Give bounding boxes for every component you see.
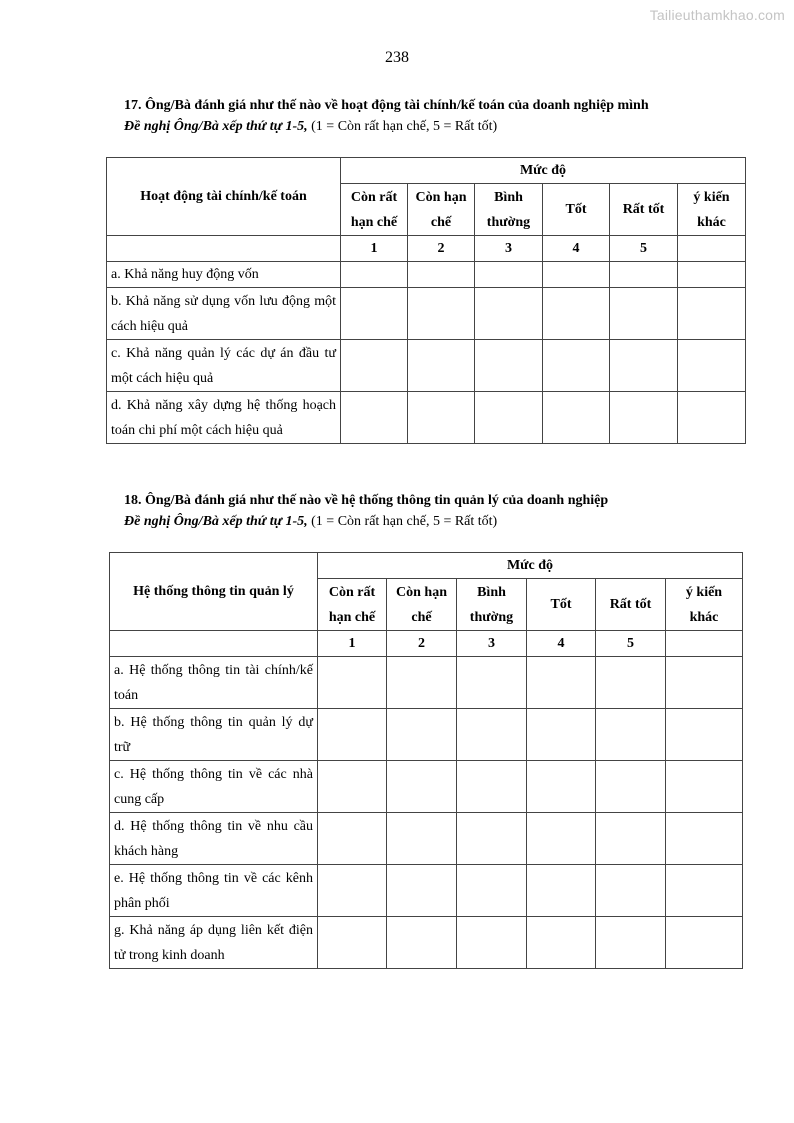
comment-cell[interactable] [678,262,746,288]
instruction-scale: (1 = Còn rất hạn chế, 5 = Rất tốt) [307,514,498,529]
rating-cell[interactable] [527,865,596,917]
scale-number: 3 [457,631,527,657]
scale-number: 5 [610,236,678,262]
rating-cell[interactable] [457,917,527,969]
group-header: Mức độ [318,553,743,579]
rating-cell[interactable] [457,865,527,917]
item-label: b. Hệ thống thông tin quản lý dự trữ [110,709,318,761]
rating-cell[interactable] [610,340,678,392]
column-header: ý kiến khác [666,579,743,631]
rating-cell[interactable] [387,865,457,917]
item-label: c. Hệ thống thông tin về các nhà cung cấp [110,761,318,813]
column-header: Tốt [527,579,596,631]
rating-cell[interactable] [318,761,387,813]
rating-cell[interactable] [387,813,457,865]
column-header: Bình thường [457,579,527,631]
rating-cell[interactable] [543,262,610,288]
rating-cell[interactable] [527,761,596,813]
rating-cell[interactable] [596,865,666,917]
comment-cell[interactable] [666,761,743,813]
rating-cell[interactable] [408,262,475,288]
empty-cell [107,236,341,262]
scale-number: 2 [387,631,457,657]
rating-cell[interactable] [457,761,527,813]
comment-cell[interactable] [666,917,743,969]
rating-cell[interactable] [387,917,457,969]
item-label: a. Khả năng huy động vốn [107,262,341,288]
rating-cell[interactable] [596,917,666,969]
comment-cell[interactable] [666,865,743,917]
comment-cell[interactable] [666,657,743,709]
instruction-emphasis: Đề nghị Ông/Bà xếp thứ tự 1-5, [124,514,308,529]
rating-cell[interactable] [610,288,678,340]
column-header: Còn hạn chế [387,579,457,631]
rating-cell[interactable] [596,709,666,761]
scale-number: 3 [475,236,543,262]
column-header: Còn rất hạn chế [341,184,408,236]
question-18-title: 18. Ông/Bà đánh giá như thế nào về hệ thống thông tin quản lý của doanh nghiệp [124,493,609,508]
rating-cell[interactable] [527,813,596,865]
rating-cell[interactable] [318,917,387,969]
rating-cell[interactable] [457,813,527,865]
rating-cell[interactable] [543,392,610,444]
column-header: Tốt [543,184,610,236]
question-18-table [109,552,743,969]
empty-cell [666,631,743,657]
item-label: b. Khả năng sử dụng vốn lưu động một cách hiệu quả [107,288,341,340]
rating-cell[interactable] [543,340,610,392]
item-label: e. Hệ thống thông tin về các kênh phân phối [110,865,318,917]
rating-cell[interactable] [341,262,408,288]
rating-cell[interactable] [610,392,678,444]
page-number: 238 [385,49,409,66]
scale-number: 1 [318,631,387,657]
question-17-title: 17. Ông/Bà đánh giá như thế nào về hoạt động tài chính/kế toán của doanh nghiệp mình [124,98,649,113]
scale-number: 4 [527,631,596,657]
rating-cell[interactable] [475,340,543,392]
rating-cell[interactable] [475,392,543,444]
comment-cell[interactable] [678,288,746,340]
item-label: g. Khả năng áp dụng liên kết điện tử trong kinh doanh [110,917,318,969]
empty-cell [110,631,318,657]
column-header: Rất tốt [610,184,678,236]
rating-cell[interactable] [387,709,457,761]
rating-cell[interactable] [387,657,457,709]
rating-cell[interactable] [341,392,408,444]
instruction-emphasis: Đề nghị Ông/Bà xếp thứ tự 1-5, [124,119,308,134]
question-18-instruction [124,514,497,530]
rating-cell[interactable] [527,917,596,969]
row-header: Hệ thống thông tin quản lý [110,553,318,631]
rating-cell[interactable] [408,288,475,340]
rating-cell[interactable] [527,657,596,709]
comment-cell[interactable] [666,709,743,761]
scale-number: 1 [341,236,408,262]
scale-number: 2 [408,236,475,262]
question-17-instruction [124,119,497,135]
scale-number: 4 [543,236,610,262]
rating-cell[interactable] [318,657,387,709]
item-label: d. Hệ thống thông tin về nhu cầu khách hàng [110,813,318,865]
rating-cell[interactable] [318,813,387,865]
comment-cell[interactable] [678,392,746,444]
rating-cell[interactable] [475,288,543,340]
rating-cell[interactable] [457,709,527,761]
column-header: ý kiến khác [678,184,746,236]
rating-cell[interactable] [318,709,387,761]
scale-number: 5 [596,631,666,657]
rating-cell[interactable] [408,392,475,444]
rating-cell[interactable] [457,657,527,709]
column-header: Bình thường [475,184,543,236]
empty-cell [678,236,746,262]
column-header: Còn hạn chế [408,184,475,236]
comment-cell[interactable] [678,340,746,392]
row-header: Hoạt động tài chính/kế toán [107,158,341,236]
item-label: d. Khả năng xây dựng hệ thống hoạch toán chi phí một cách hiệu quả [107,392,341,444]
instruction-scale: (1 = Còn rất hạn chế, 5 = Rất tốt) [307,119,498,134]
item-label: c. Khả năng quản lý các dự án đầu tư một cách hiệu quả [107,340,341,392]
rating-cell[interactable] [387,761,457,813]
rating-cell[interactable] [596,813,666,865]
column-header: Còn rất hạn chế [318,579,387,631]
item-label: a. Hệ thống thông tin tài chính/kế toán [110,657,318,709]
column-header: Rất tốt [596,579,666,631]
comment-cell[interactable] [666,813,743,865]
rating-cell[interactable] [341,288,408,340]
rating-cell[interactable] [318,865,387,917]
rating-cell[interactable] [475,262,543,288]
question-17-table [106,157,746,444]
rating-cell[interactable] [543,288,610,340]
group-header: Mức độ [341,158,746,184]
rating-cell[interactable] [596,657,666,709]
watermark: Tailieuthamkhao.com [649,7,785,23]
rating-cell[interactable] [527,709,596,761]
rating-cell[interactable] [341,340,408,392]
rating-cell[interactable] [610,262,678,288]
rating-cell[interactable] [596,761,666,813]
rating-cell[interactable] [408,340,475,392]
